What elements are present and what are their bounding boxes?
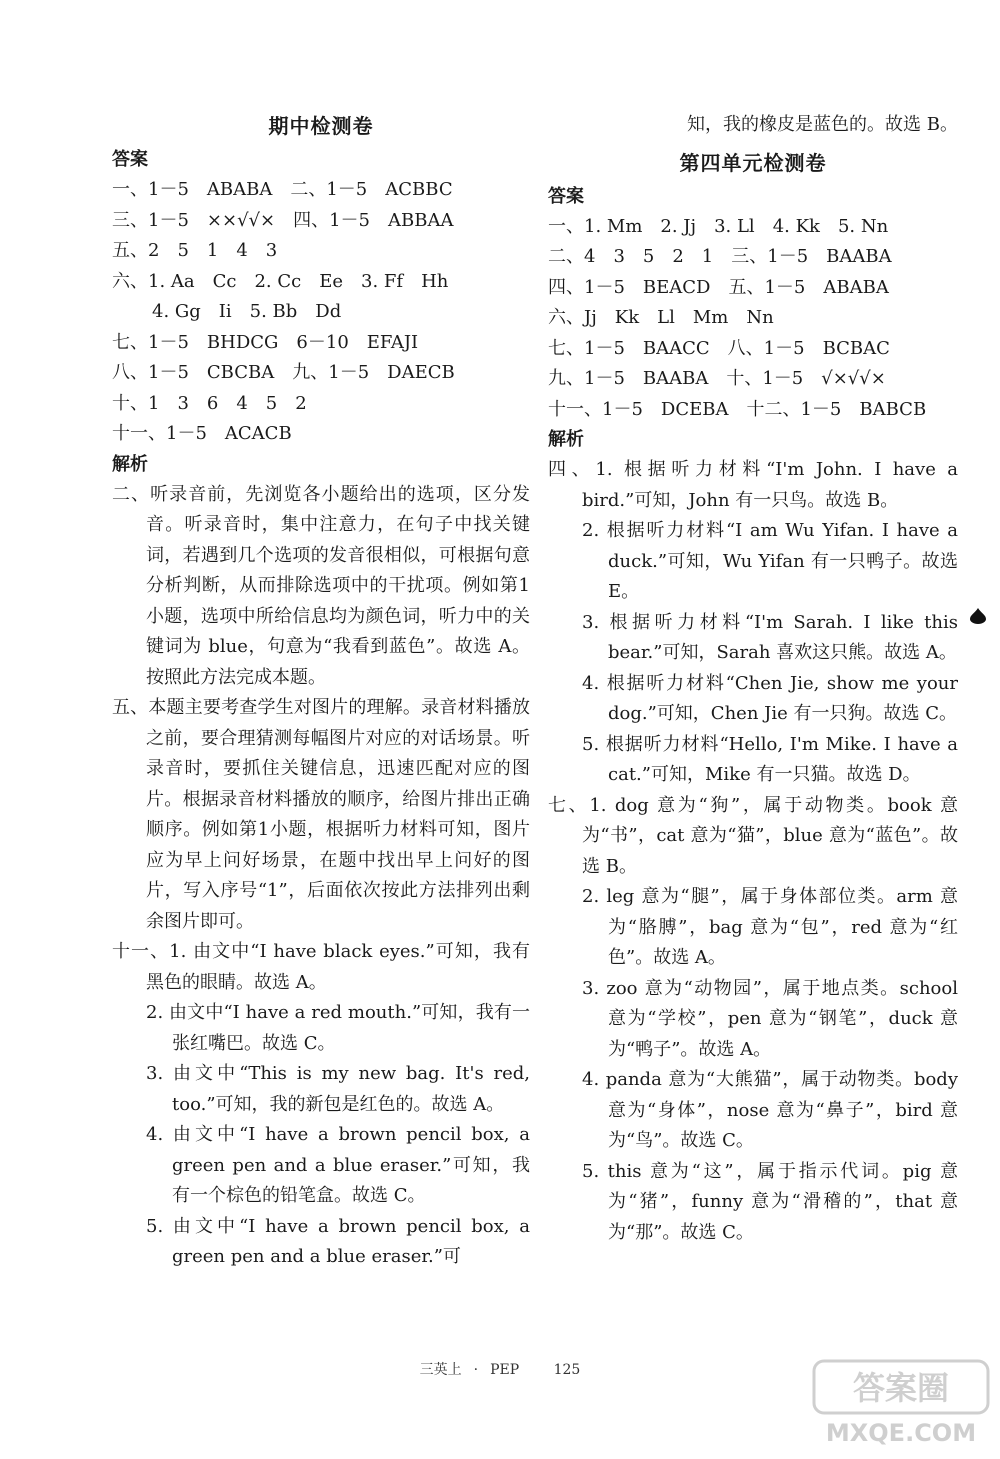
answer-line: 八、1－5 CBCBA 九、1－5 DAECB	[112, 362, 455, 383]
footer-dot: ·	[473, 1362, 479, 1378]
answer-line: 十、1 3 6 4 5 2	[112, 392, 307, 414]
answer-line: 六、1. Aa Cc 2. Cc Ee 3. Ff Hh	[112, 270, 449, 292]
analysis-paragraph: 十一、1. 由文中“I have black eyes.”可知，我有黑色的眼睛。故选 A。	[112, 941, 530, 993]
analysis-paragraph: 5. 由文中“I have a brown pencil box, a green pen and a blue eraser.”可	[146, 1215, 530, 1267]
analysis-paragraph: 3. 根据听力材料“I'm Sarah. I like this bear.”可知，Sarah 喜欢这只熊。故选 A。	[582, 611, 958, 663]
svg-text:MXQE.COM: MXQE.COM	[825, 1419, 977, 1447]
left-column	[112, 110, 530, 1273]
analysis-paragraph: 5. this 意为“这”，属于指示代词。pig 意为“猪”，funny 意为“滑稽的”，that 意为“那”。故选 C。	[582, 1160, 958, 1243]
right-column	[548, 110, 958, 1248]
analysis-paragraph: 2. 由文中“I have a red mouth.”可知，我有一张红嘴巴。故选 C。	[146, 1002, 530, 1054]
analysis-paragraph: 4. panda 意为“大熊猫”，属于动物类。body 意为“身体”，nose 意为“鼻子”，bird 意为“鸟”。故选 C。	[582, 1069, 958, 1151]
analysis-paragraph: 五、本题主要考查学生对图片的理解。录音材料播放之前，要合理猜测每幅图片对应的对话场景。听录音时，要抓住关键信息，迅速匹配对应的图片。根据录音材料播放的顺序，给图片排出正确顺序。例如第1小题，根据听力材料可知，图片应为早上问好场景，在题中找出早上问好的图片，写入序号“1”，后面依次按此方法排列出剩余图片即可。	[112, 697, 530, 932]
analysis-paragraph: 4. 由文中“I have a brown pencil box, a green pen and a blue eraser.”可知，我有一个棕色的铅笔盒。故选 C。	[146, 1124, 530, 1206]
footer-grade: 三英上	[419, 1362, 462, 1378]
answer-line: 4. Gg Ii 5. Bb Dd	[134, 301, 342, 322]
analysis-paragraph: 5. 根据听力材料“Hello, I'm Mike. I have a cat.”可知，Mike 有一只猫。故选 D。	[582, 733, 958, 785]
analysis-paragraph: 4. 根据听力材料“Chen Jie, show me your dog.”可知，Chen Jie 有一只狗。故选 C。	[582, 672, 958, 724]
answer-line: 十一、1－5 DCEBA 十二、1－5 BABCB	[548, 398, 927, 420]
analysis-heading: 解析	[112, 453, 148, 475]
answer-line: 九、1－5 BAABA 十、1－5 √×√√×	[548, 368, 886, 389]
page-marker-icon	[970, 608, 986, 624]
page-number: 125	[553, 1362, 581, 1378]
continued-text: 知，我的橡皮是蓝色的。故选 B。	[687, 114, 958, 135]
analysis-paragraph: 二、听录音前，先浏览各小题给出的选项，区分发音。听录音时，集中注意力，在句子中找关键词，若遇到几个选项的发音很相似，可根据句意分析判断，从而排除选项中的干扰项。例如第1小题，选项中所给信息均为颜色词，听力中的关键词为 blue，句意为“我看到蓝色”。故选 A。按照此方法完成本题。	[112, 483, 530, 688]
answer-line: 五、2 5 1 4 3	[112, 240, 278, 261]
svg-text:答案圈: 答案圈	[852, 1369, 950, 1407]
section-title-unit4: 第四单元检测卷	[679, 150, 827, 175]
analysis-paragraph: 四、1. 根据听力材料“I'm John. I have a bird.”可知，John 有一只鸟。故选 B。	[548, 459, 958, 511]
answer-line: 四、1－5 BEACD 五、1－5 ABABA	[548, 276, 889, 298]
answer-line: 七、1－5 BAACC 八、1－5 BCBAC	[548, 337, 890, 359]
answer-line: 六、Jj Kk Ll Mm Nn	[548, 307, 774, 328]
watermark-logo	[812, 1359, 990, 1449]
analysis-paragraph: 七、1. dog 意为“狗”，属于动物类。book 意为“书”，cat 意为“猫”，blue 意为“蓝色”。故选 B。	[548, 794, 958, 877]
answer-line: 一、1－5 ABABA 二、1－5 ACBBC	[112, 179, 453, 200]
analysis-paragraph: 2. 根据听力材料“I am Wu Yifan. I have a duck.”可知，Wu Yifan 有一只鸭子。故选 E。	[582, 520, 958, 602]
watermark-logo-icon	[812, 1359, 990, 1449]
answer-line: 十一、1－5 ACACB	[112, 423, 292, 444]
answer-line: 三、1－5 ××√√× 四、1－5 ABBAA	[112, 209, 454, 231]
answer-heading: 答案	[548, 185, 584, 207]
section-title-midterm: 期中检测卷	[268, 114, 374, 138]
analysis-heading: 解析	[548, 429, 584, 450]
answer-line: 七、1－5 BHDCG 6－10 EFAJI	[112, 331, 419, 353]
answer-line: 一、1. Mm 2. Jj 3. Ll 4. Kk 5. Nn	[548, 215, 889, 237]
analysis-paragraph: 3. 由文中“This is my new bag. It's red, too.”可知，我的新包是红色的。故选 A。	[146, 1063, 530, 1115]
answer-line: 二、4 3 5 2 1 三、1－5 BAABA	[548, 246, 892, 267]
footer-edition: PEP	[490, 1362, 520, 1378]
answer-heading: 答案	[112, 149, 148, 170]
analysis-paragraph: 2. leg 意为“腿”，属于身体部位类。arm 意为“胳膊”，bag 意为“包”，red 意为“红色”。故选 A。	[582, 886, 958, 968]
analysis-paragraph: 3. zoo 意为“动物园”，属于地点类。school 意为“学校”，pen 意为“钢笔”，duck 意为“鸭子”。故选 A。	[582, 977, 958, 1060]
